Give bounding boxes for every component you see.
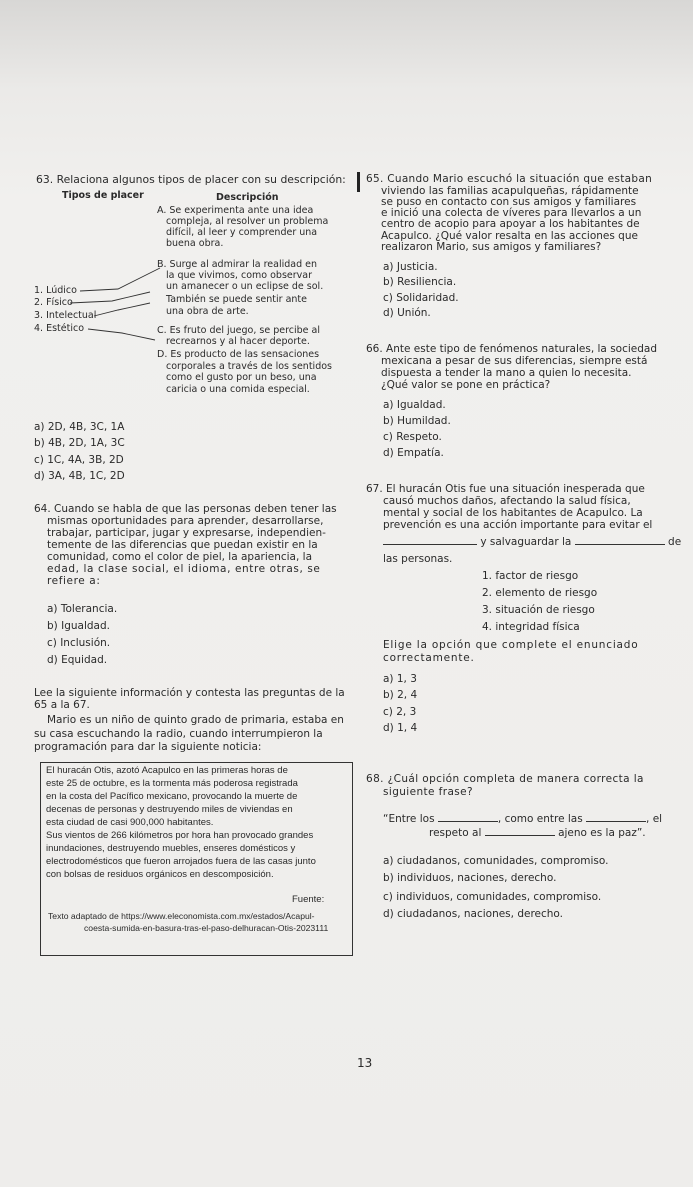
q64-line3: trabajar, participar, jugar y expresarse, independien- xyxy=(47,527,326,539)
q63-desc-a-line3: difícil, al leer y comprender una xyxy=(166,227,318,238)
q68-blank-1[interactable] xyxy=(438,821,498,822)
news-line6: Sus vientos de 266 kilómetros por hora han provocado grandes xyxy=(46,830,314,841)
q68-option-d[interactable]: d) ciudadanos, naciones, derecho. xyxy=(383,908,564,920)
reading-intro-line5: programación para dar la siguiente noticia: xyxy=(34,741,262,753)
q67-option-c[interactable]: c) 2, 3 xyxy=(383,706,417,718)
q68-option-a[interactable]: a) ciudadanos, comunidades, compromiso. xyxy=(383,855,609,867)
q68-phrase-b: , como entre las xyxy=(497,813,583,825)
q65-line4: e inició una colecta de víveres para llevarlos a un xyxy=(381,207,642,219)
q63-col-desc: Descripción xyxy=(216,192,279,203)
q63-option-c[interactable]: c) 1C, 4A, 3B, 2D xyxy=(34,454,124,466)
q63-tipo-3: 3. Intelectual xyxy=(34,310,97,321)
q67-item-2: 2. elemento de riesgo xyxy=(482,587,598,599)
page-number: 13 xyxy=(357,1056,373,1070)
q64-line5: comunidad, como el color de piel, la apariencia, la xyxy=(47,551,313,563)
q63-desc-b-line3: un amanecer o un eclipse de sol. xyxy=(166,281,324,292)
q63-desc-b-line1: B. Surge al admirar la realidad en xyxy=(157,259,318,270)
q67-item-3: 3. situación de riesgo xyxy=(482,604,595,616)
news-line2: este 25 de octubre, es la tormenta más poderosa registrada xyxy=(46,778,298,789)
q65-option-c[interactable]: c) Solidaridad. xyxy=(383,292,459,304)
q63-option-d[interactable]: d) 3A, 4B, 1C, 2D xyxy=(34,470,125,482)
q68-phrase-a: “Entre los xyxy=(383,813,435,825)
news-line4: decenas de personas y destruyendo miles de viviendas en xyxy=(46,804,293,815)
q63-desc-a-line2: compleja, al resolver un problema xyxy=(166,216,329,227)
q66-line2: mexicana a pesar de sus diferencias, siempre está xyxy=(381,355,648,367)
q63-desc-b-line4: También se puede sentir ante xyxy=(166,294,307,305)
q67-line5-mid: y salvaguardar la xyxy=(480,536,572,548)
q63-option-a[interactable]: a) 2D, 4B, 3C, 1A xyxy=(34,421,125,433)
q63-desc-a-line1: A. Se experimenta ante una idea xyxy=(157,205,314,216)
q66-option-c[interactable]: c) Respeto. xyxy=(383,431,442,443)
q67-option-b[interactable]: b) 2, 4 xyxy=(383,689,418,701)
q66-line1: 66. Ante este tipo de fenómenos naturales, la sociedad xyxy=(366,343,658,355)
q65-option-d[interactable]: d) Unión. xyxy=(383,307,431,319)
q63-desc-b-line5: una obra de arte. xyxy=(166,306,249,317)
q64-option-d[interactable]: d) Equidad. xyxy=(47,654,108,666)
q63-title: 63. Relaciona algunos tipos de placer con su descripción: xyxy=(36,173,346,186)
q66-option-b[interactable]: b) Humildad. xyxy=(383,415,451,427)
q67-instruction-line2: correctamente. xyxy=(383,652,475,664)
q63-tipo-4: 4. Estético xyxy=(34,323,85,334)
q67-line1: 67. El huracán Otis fue una situación inesperada que xyxy=(366,483,645,495)
q63-desc-b-line2: la que vivimos, como observar xyxy=(166,270,312,281)
news-line8: electrodomésticos que fueron arrojados fuera de las casas junto xyxy=(46,856,316,867)
q68-option-b[interactable]: b) individuos, naciones, derecho. xyxy=(383,872,557,884)
q65-line3: se puso en contacto con sus amigos y familiares xyxy=(381,196,637,208)
q63-tipo-2: 2. Físico xyxy=(34,297,73,308)
q65-line7: realizaron Mario, sus amigos y familiares? xyxy=(381,241,602,253)
news-line9: con bolsas de residuos orgánicos en descomposición. xyxy=(46,869,274,880)
q68-line1: 68. ¿Cuál opción completa de manera correcta la xyxy=(366,773,644,785)
q68-phrase-d: respeto al xyxy=(429,827,482,839)
news-source-line1: Texto adaptado de https://www.eleconomista.com.mx/estados/Acapul- xyxy=(48,911,315,921)
q63-tipo-1: 1. Lúdico xyxy=(34,285,77,296)
news-line3: en la costa del Pacífico mexicano, provocando la muerte de xyxy=(46,791,298,802)
q67-instruction-line1: Elige la opción que complete el enunciado xyxy=(383,639,639,651)
news-line5: esta ciudad de casi 900,000 habitantes. xyxy=(46,817,214,828)
q63-option-b[interactable]: b) 4B, 2D, 1A, 3C xyxy=(34,437,125,449)
q67-line4: prevención es una acción importante para evitar el xyxy=(383,519,653,531)
q63-desc-d-line3: como el gusto por un beso, una xyxy=(166,372,317,383)
reading-intro-line4: su casa escuchando la radio, cuando interrumpieron la xyxy=(34,728,323,740)
reading-intro-line3: Mario es un niño de quinto grado de primaria, estaba en xyxy=(47,714,344,726)
reading-intro-line1: Lee la siguiente información y contesta las preguntas de la xyxy=(34,687,345,699)
reading-intro-line2: 65 a la 67. xyxy=(34,699,90,711)
q63-desc-d-line1: D. Es producto de las sensaciones xyxy=(157,349,320,360)
q63-desc-c-line2: recrearnos y al hacer deporte. xyxy=(166,336,310,347)
q68-phrase-line1 xyxy=(383,814,662,825)
q67-item-1: 1. factor de riesgo xyxy=(482,570,579,582)
q68-blank-3[interactable] xyxy=(485,835,555,836)
q64-line7: refiere a: xyxy=(47,575,101,587)
q64-option-b[interactable]: b) Igualdad. xyxy=(47,620,110,632)
q66-option-d[interactable]: d) Empatía. xyxy=(383,447,444,459)
news-source-line2: coesta-sumida-en-basura-tras-el-paso-delhuracan-Otis-2023111 xyxy=(84,923,329,933)
q67-line6: las personas. xyxy=(383,553,453,565)
q67-item-4: 4. integridad física xyxy=(482,621,580,633)
q67-line3: mental y social de los habitantes de Acapulco. La xyxy=(383,507,643,519)
q67-line5 xyxy=(383,537,681,548)
q64-line4: temente de las diferencias que puedan existir en la xyxy=(47,539,318,551)
q67-option-a[interactable]: a) 1, 3 xyxy=(383,673,417,685)
q65-line5: centro de acopio para apoyar a los habitantes de xyxy=(381,218,640,230)
q63-desc-a-line4: buena obra. xyxy=(166,238,224,249)
news-source-label: Fuente: xyxy=(292,894,325,905)
q64-line2: mismas oportunidades para aprender, desarrollarse, xyxy=(47,515,324,527)
q68-phrase-e: ajeno es la paz”. xyxy=(558,827,646,839)
q68-phrase-line2 xyxy=(429,828,646,839)
q68-blank-2[interactable] xyxy=(586,821,646,822)
q68-phrase-c: , el xyxy=(646,813,663,825)
q63-desc-c-line1: C. Es fruto del juego, se percibe al xyxy=(157,325,320,336)
q66-line4: ¿Qué valor se pone en práctica? xyxy=(381,379,551,391)
q65-option-a[interactable]: a) Justicia. xyxy=(383,261,438,273)
q63-desc-d-line2: corporales a través de los sentidos xyxy=(166,361,332,372)
q64-line6: edad, la clase social, el idioma, entre otras, se xyxy=(47,563,321,575)
q67-line5-end: de xyxy=(668,536,682,548)
q63-col-tipos: Tipos de placer xyxy=(62,190,144,201)
q64-option-c[interactable]: c) Inclusión. xyxy=(47,637,111,649)
q63-desc-d-line4: caricia o una comida especial. xyxy=(166,384,310,395)
q66-option-a[interactable]: a) Igualdad. xyxy=(383,399,446,411)
q65-line6: Acapulco. ¿Qué valor resalta en las acciones que xyxy=(381,230,638,242)
q67-option-d[interactable]: d) 1, 4 xyxy=(383,722,418,734)
q65-line1: 65. Cuando Mario escuchó la situación que estaban xyxy=(366,173,653,185)
q65-line2: viviendo las familias acapulqueñas, rápidamente xyxy=(381,185,639,197)
column-divider xyxy=(357,172,360,192)
news-line1: El huracán Otis, azotó Acapulco en las primeras horas de xyxy=(46,765,288,776)
q67-line2: causó muchos daños, afectando la salud física, xyxy=(383,495,631,507)
q68-option-c[interactable]: c) individuos, comunidades, compromiso. xyxy=(383,891,602,903)
q68-line2: siguiente frase? xyxy=(383,786,474,798)
q64-line1: 64. Cuando se habla de que las personas deben tener las xyxy=(34,503,337,515)
q67-blank-1[interactable] xyxy=(383,544,477,545)
news-line7: inundaciones, destruyendo muebles, enseres domésticos y xyxy=(46,843,296,854)
q64-option-a[interactable]: a) Tolerancia. xyxy=(47,603,118,615)
q66-line3: dispuesta a tender la mano a quien lo necesita. xyxy=(381,367,632,379)
q67-blank-2[interactable] xyxy=(575,544,665,545)
q65-option-b[interactable]: b) Resiliencia. xyxy=(383,276,457,288)
